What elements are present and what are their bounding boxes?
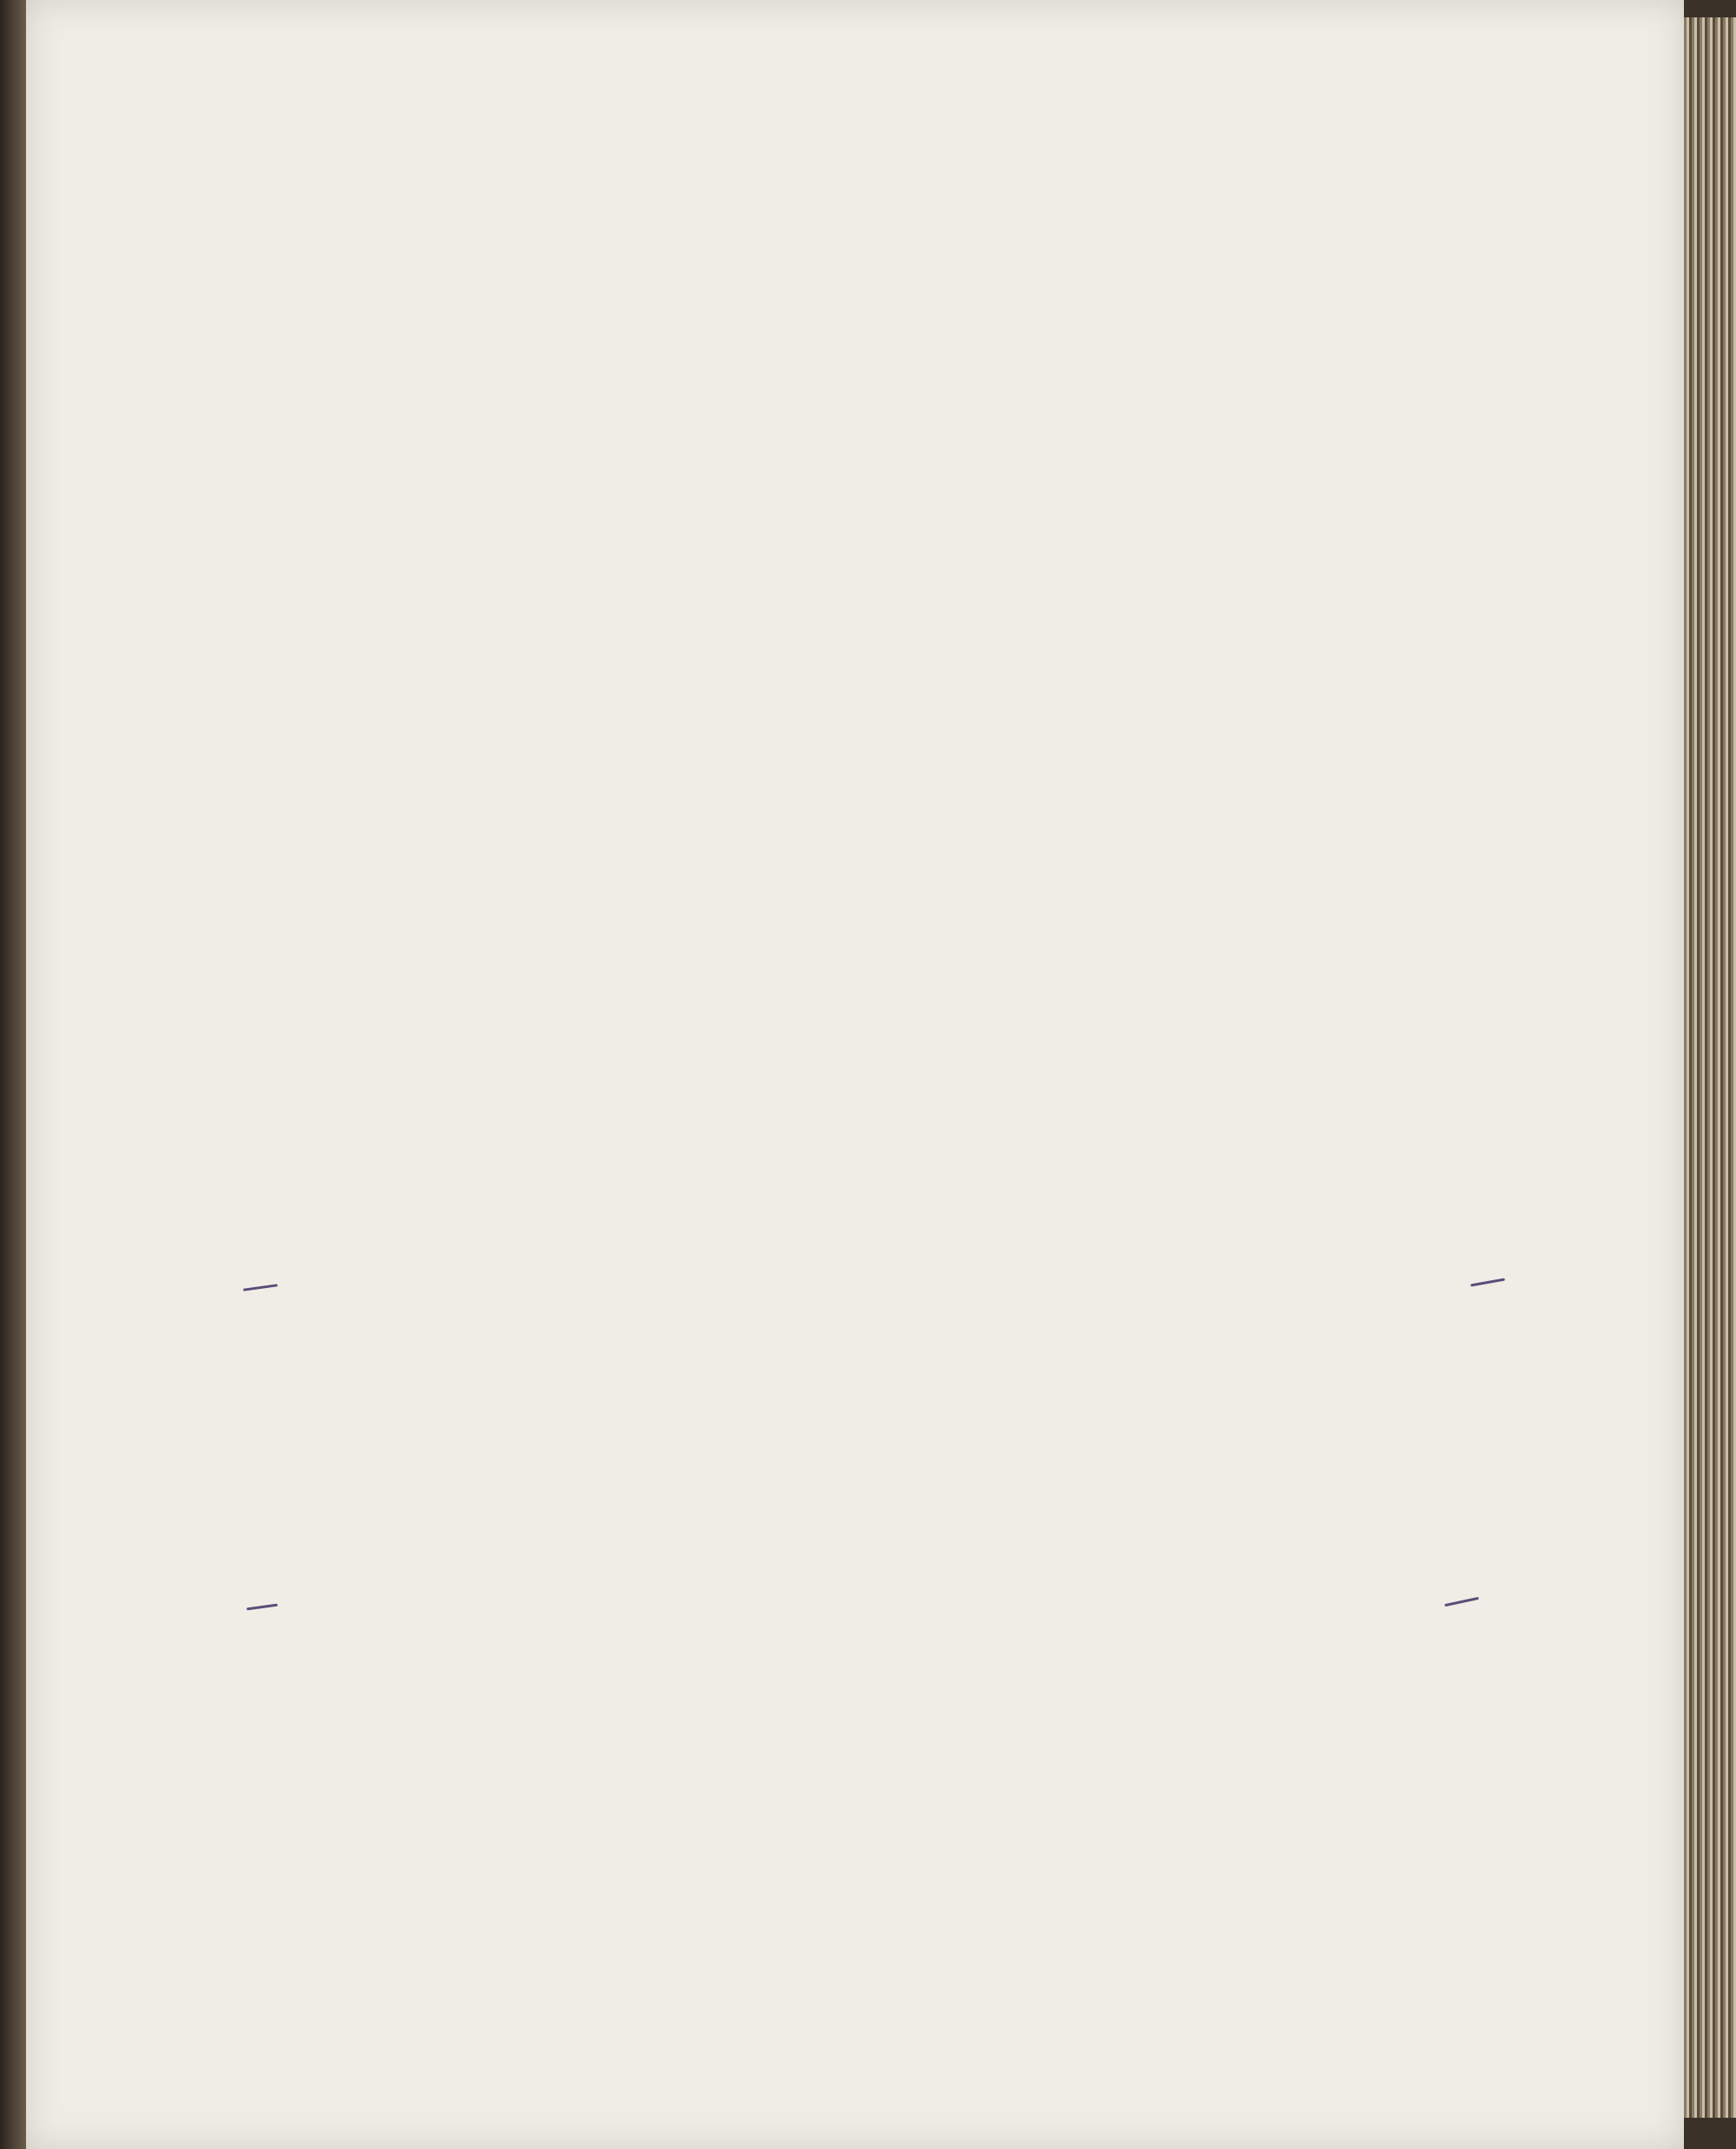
book-spine (0, 0, 26, 2149)
pencil-mark (247, 1604, 278, 1611)
pencil-mark (1470, 1278, 1505, 1287)
pencil-mark (1444, 1597, 1479, 1607)
pencil-mark (243, 1284, 278, 1291)
page-edges (1684, 17, 1736, 2118)
document-page (26, 0, 1684, 2149)
